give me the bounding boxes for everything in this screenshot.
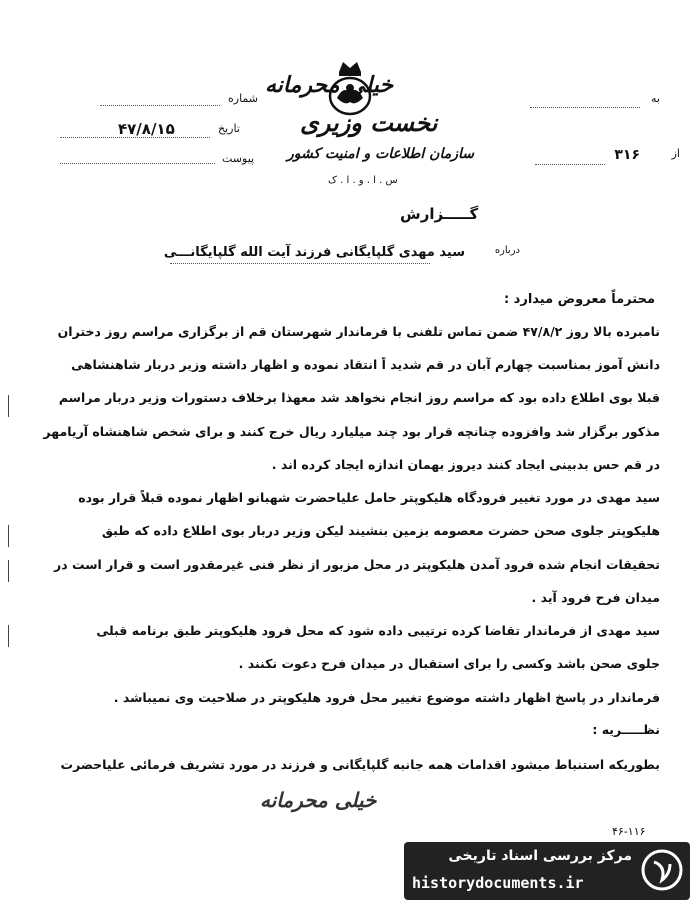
report-subject: سید مهدی گلپایگانی فرزند آیت الله گلپایگانـــی [163,245,465,260]
margin-mark [8,525,9,547]
number-line [100,104,220,106]
organization-name: سازمان اطلاعات و امنیت کشور [287,146,474,162]
body-line-14: بطوریکه استنباط میشود اقدامات همه جانبه گلپایگانی و فرزند در مورد تشریف فرمائی علیاحضرت [60,757,660,772]
body-line-6: سید مهدی در مورد تغییر فرودگاه هلیکوپتر حامل علیاحضرت شهبانو اظهار نموده قبلاً قرار بوده [78,490,660,505]
body-line-12: فرماندار در پاسخ اظهار داشته موضوع تغییر محل فرود هلیکوپتر در صلاحیت وی نمیباشد . [113,690,660,705]
ministry-name: نخست وزیری [300,108,438,137]
to-label: به [651,92,660,105]
report-title: گـــــزارش [400,205,479,223]
subject-line [170,262,430,264]
salutation: محترماً معروض میدارد : [503,292,655,307]
from-label: از [671,147,680,160]
body-line-11: جلوی صحن باشد وکسی را برای استقبال در میدان فرح دعوت نکنند . [238,656,660,671]
date-value: ۴۷/۸/۱۵ [118,120,175,138]
body-line-1: نامبرده بالا روز ۴۷/۸/۲ ضمن تماس تلفنی با فرماندار شهرستان قم از برگزاری مراسم روز دختران [57,324,660,339]
body-line-10: سید مهدی از فرماندار تقاضا کرده ترتیبی داده شود که محل فرود هلیکوپتر طبق برنامه قبلی [96,623,660,638]
body-line-2: دانش آموز بمناسبت چهارم آبان در قم شدید اً انتقاد نموده و اظهار داشته وزیر دربار شاهنشاهی [71,357,660,372]
date-label: تاریخ [218,122,240,135]
subject-label: درباره [494,245,520,256]
body-line-8: تحقیقات انجام شده فرود آمدن هلیکوپتر در محل مزبور از نظر فنی غیرمقدور است و قرار است در [54,557,660,572]
margin-mark [8,625,9,647]
organization-code: س . ا . و . ا . ک [328,175,398,186]
body-line-7: هلیکوپتر جلوی صحن حضرت معصومه بزمین بنشیند لیکن وزیر دربار بوی اطلاع داده که طبق [101,523,660,538]
date-line [60,136,210,138]
body-line-9: میدان فرح فرود آید . [531,590,660,605]
margin-mark [8,395,9,417]
watermark-title: مرکز بررسی اسناد تاریخی [448,848,632,864]
body-line-5: در قم حس بدبینی ایجاد کنند دیروز بهمان اندازه ایجاد کرده اند . [271,457,660,472]
attach-label: پیوست [222,152,255,165]
watermark-url: historydocuments.ir [412,874,584,892]
from-line [535,163,605,165]
margin-mark [8,560,9,582]
top-secret-stamp: خیلی محرمانه [265,72,394,98]
watermark-logo-icon [640,848,684,892]
number-label: شماره [228,92,259,105]
attach-line [60,162,215,164]
body-line-3: قبلا بوی اطلاع داده بود که مراسم روز انجام نخواهد شد معهذا برخلاف دستورات وزیر دربار مراسم [58,390,660,405]
to-line [530,106,640,108]
body-line-4: مذکور برگزار شد وافزوده چنانچه قرار بود چند میلیارد ریال خرج کنند و برای شخص شاهنشاه آریامهر [43,424,660,439]
ref-number: ۳۱۶ [614,147,640,163]
opinion-heading: نظـــــریه : [592,722,660,737]
bottom-secret-stamp: خیلی محرمانه [260,788,377,812]
watermark [404,842,690,900]
page-code: ۴۶-۱۱۶ [612,825,646,838]
